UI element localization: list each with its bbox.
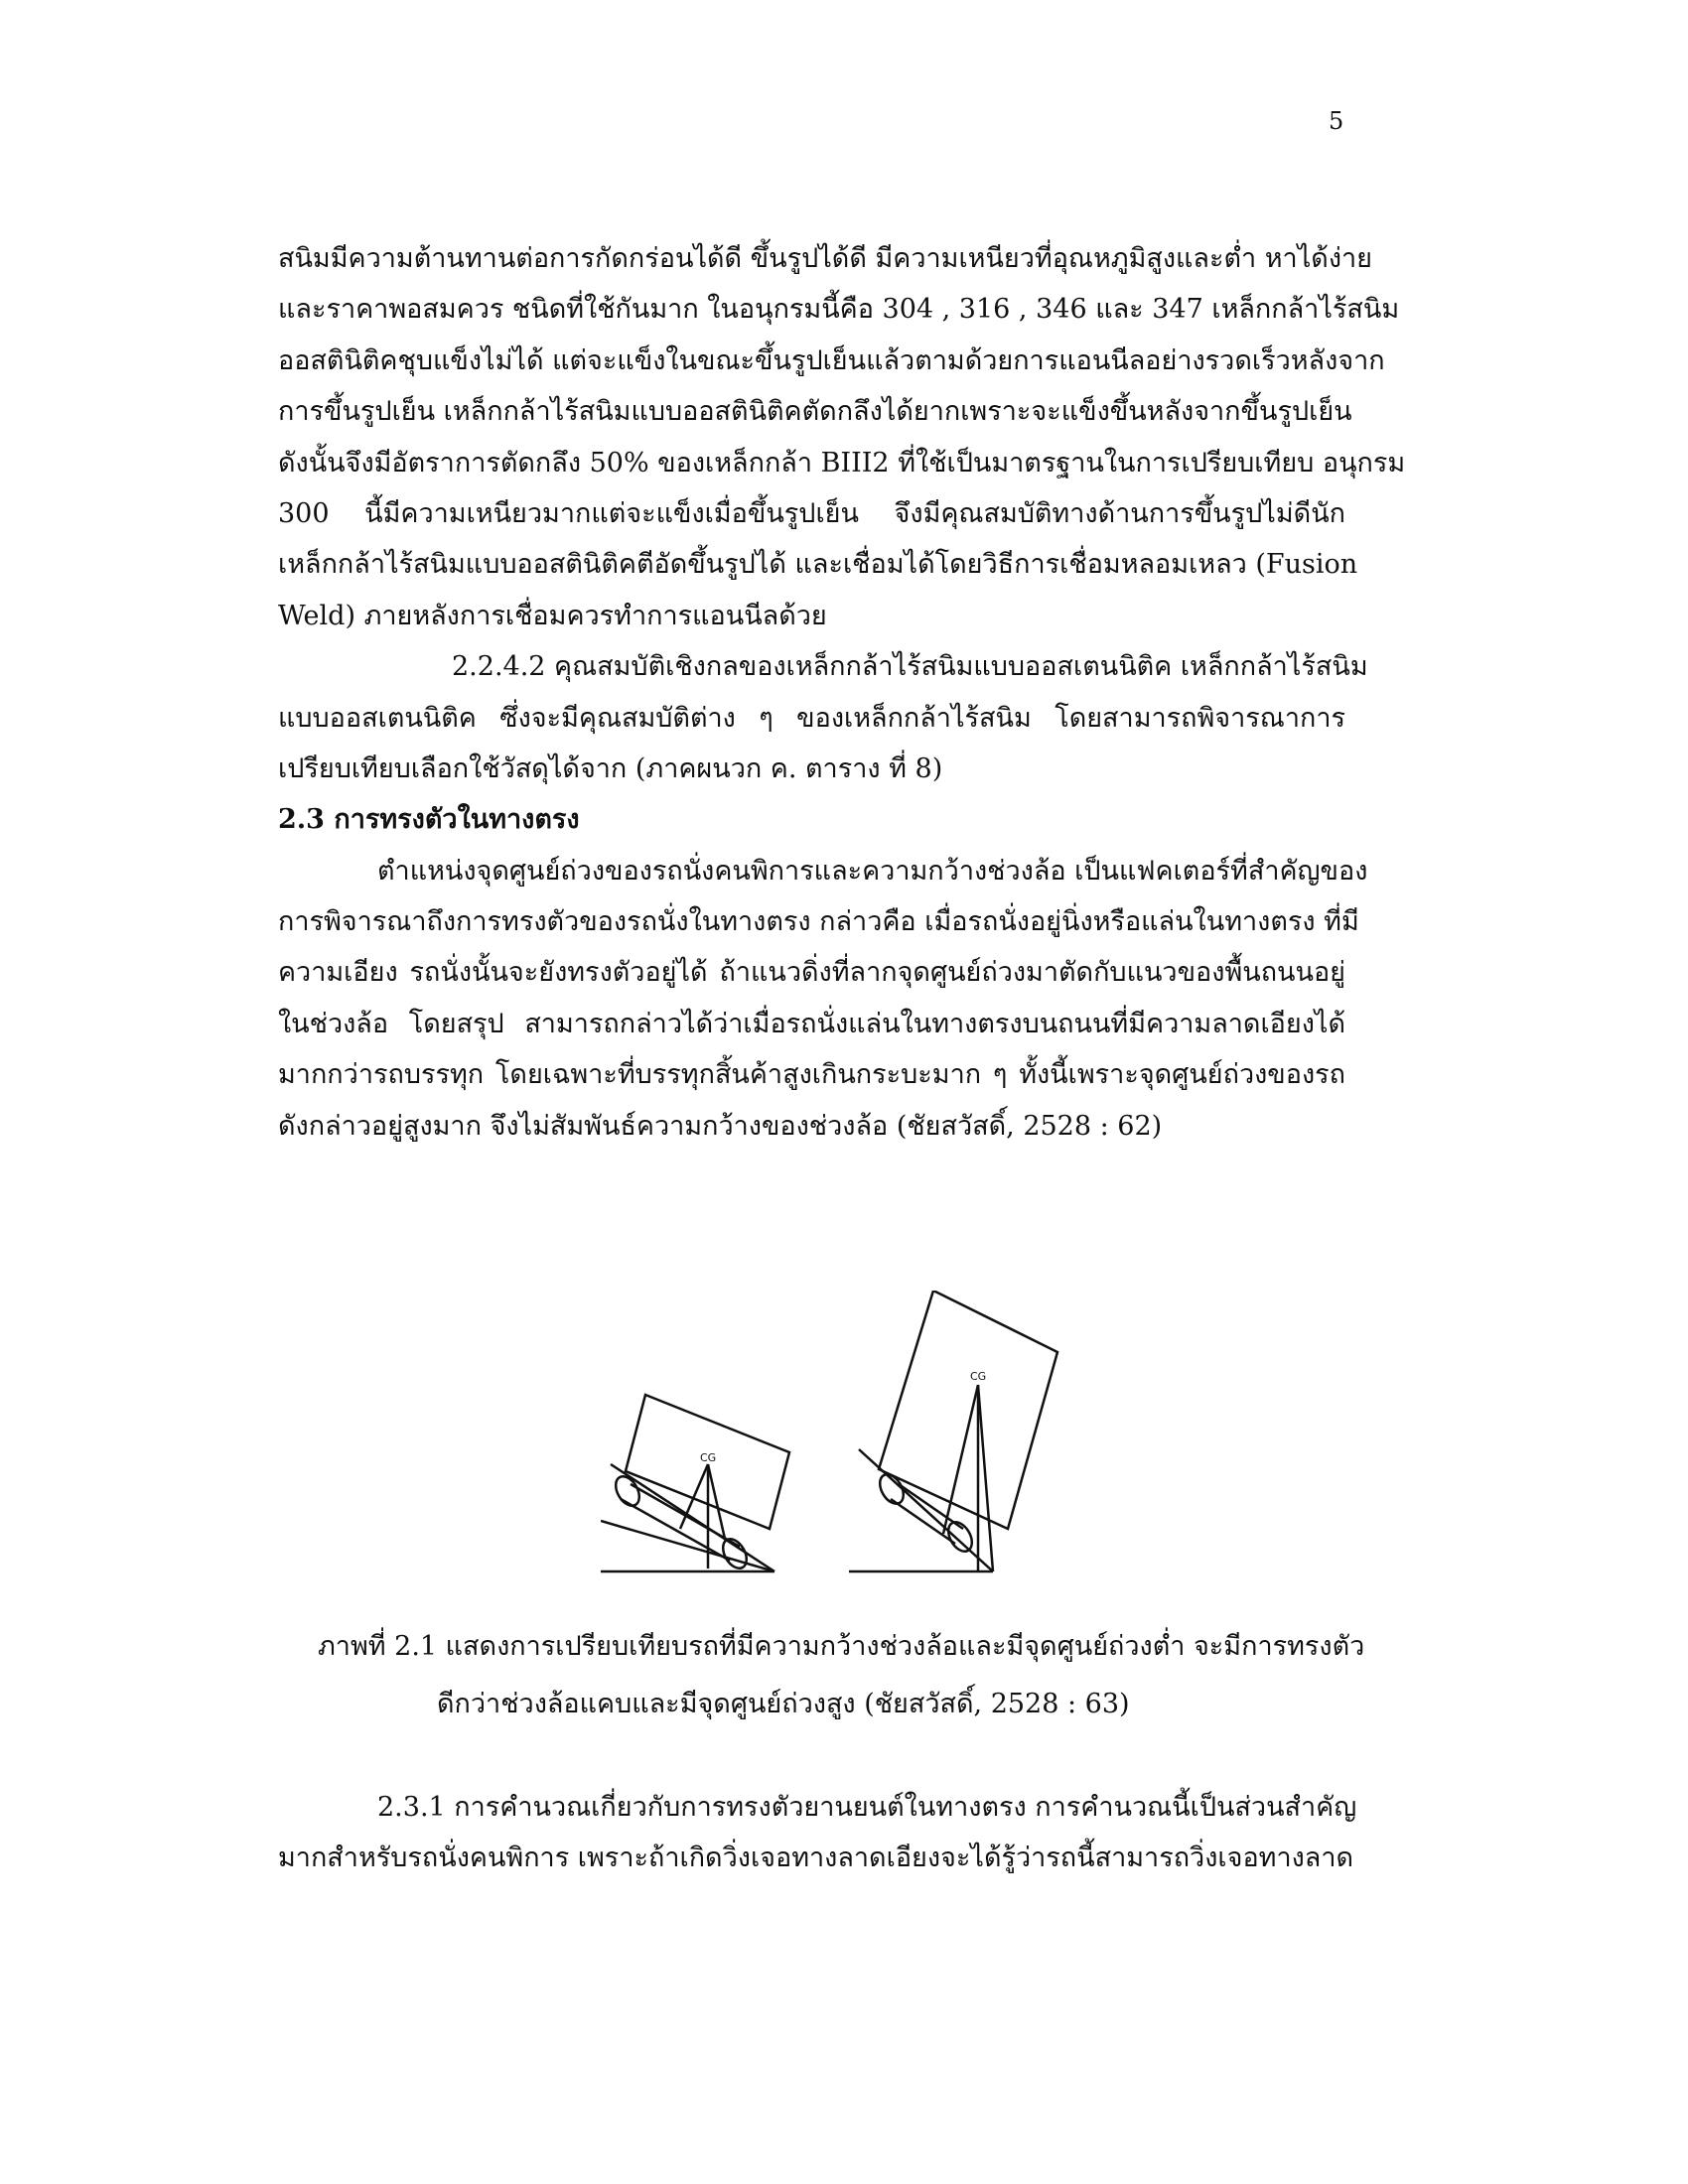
body-text-2 <box>278 1782 1357 1884</box>
text-line: แบบออสเตนนิติค ซึ่งจะมีคุณสมบัติต่าง ๆ ของเหล็กกล้าไร้สนิม โดยสามารถพิจารณาการ <box>278 702 1345 734</box>
text-line: มากสำหรับรถนั่งคนพิการ เพราะถ้าเกิดวิ่งเจอทางลาดเอียงจะได้รู้ว่ารถนี้สามารถวิ่งเจอทางลาด <box>278 1843 1354 1874</box>
text-line: ตำแหน่งจุดศูนย์ถ่วงของรถนั่งคนพิการและความกว้างช่วงล้อ เป็นแฟคเตอร์ที่สำคัญของ <box>377 855 1368 887</box>
text-line: มากกว่ารถบรรทุก โดยเฉพาะที่บรรทุกสิ้นค้าสูงเกินกระบะมาก ๆ ทั้งนี้เพราะจุดศูนย์ถ่วงของรถ <box>278 1059 1345 1091</box>
paragraph-3 <box>278 846 1368 1152</box>
body-text <box>278 233 1406 1152</box>
text-line: เปรียบเทียบเลือกใช้วัสดุได้จาก (ภาคผนวก ค. ตาราง ที่ 8) <box>278 752 943 784</box>
cg-label-left: CG <box>700 1451 717 1464</box>
text-line: ออสตินิติคชุบแข็งไม่ได้ แต่จะแข็งในขณะขึ้นรูปเย็นแล้วตามด้วยการแอนนีลอย่างรวดเร็วหลังจาก <box>278 344 1385 376</box>
page-number: 5 <box>1329 107 1344 135</box>
cg-label-right: CG <box>970 1370 987 1383</box>
figure-caption <box>318 1618 1370 1733</box>
text-line: ความเอียง รถนั่งนั้นจะยังทรงตัวอยู่ได้ ถ้าแนวดิ่งที่ลากจุดศูนย์ถ่วงมาตัดกับแนวของพื้นถนนอยู่ <box>278 957 1345 989</box>
text-line: ดังนั้นจึงมีอัตราการตัดกลึง 50% ของเหล็กกล้า BIII2 ที่ใช้เป็นมาตรฐานในการเปรียบเทียบ อนุกรม <box>278 447 1406 478</box>
text-line: ในช่วงล้อ โดยสรุป สามารถกล่าวได้ว่าเมื่อรถนั่งแล่นในทางตรงบนถนนที่มีความลาดเอียงได้ <box>278 1008 1345 1039</box>
text-line: เหล็กกล้าไร้สนิมแบบออสตินิติคตีอัดขึ้นรูปได้ และเชื่อมได้โดยวิธีการเชื่อมหลอมเหลว (Fusion <box>278 549 1358 581</box>
text-line: และราคาพอสมควร ชนิดที่ใช้กันมาก ในอนุกรมนี้คือ 304 , 316 , 346 และ 347 เหล็กกล้าไร้สนิม <box>278 294 1400 326</box>
stability-diagram <box>601 1291 1355 1598</box>
paragraph-2 <box>278 641 1368 794</box>
left-vehicle <box>601 1395 789 1572</box>
caption-line-1: ภาพที่ 2.1 แสดงการเปรียบเทียบรถที่มีความกว้างช่วงล้อและมีจุดศูนย์ถ่วงต่ำ จะมีการทรงตัว <box>318 1631 1365 1662</box>
text-line: สนิมมีความต้านทานต่อการกัดกร่อนได้ดี ขึ้นรูปได้ดี มีความเหนียวที่อุณหภูมิสูงและต่ำ หาได้ง่าย <box>278 243 1372 274</box>
text-line: 300 นี้มีความเหนียวมากแต่จะแข็งเมื่อขึ้นรูปเย็น จึงมีคุณสมบัติทางด้านการขึ้นรูปไม่ดีนัก <box>278 497 1345 529</box>
caption-line-2: ดีกว่าช่วงล้อแคบและมีจุดศูนย์ถ่วงสูง (ชัยสวัสดิ์, 2528 : 63) <box>437 1689 1130 1719</box>
stability-figure <box>601 1291 1355 1598</box>
text-line: การขึ้นรูปเย็น เหล็กกล้าไร้สนิมแบบออสตินิติคตัดกลึงได้ยากเพราะจะแข็งขึ้นหลังจากขึ้นรูปเย็น <box>278 396 1352 428</box>
section-heading: 2.3 การทรงตัวในทางตรง <box>278 804 580 836</box>
text-line: การพิจารณาถึงการทรงตัวของรถนั่งในทางตรง กล่าวคือ เมื่อรถนั่งอยู่นิ่งหรือแล่นในทางตรง ที่มี <box>278 906 1359 938</box>
right-vehicle <box>849 1291 1057 1571</box>
text-line: ดังกล่าวอยู่สูงมาก จึงไม่สัมพันธ์ความกว้างของช่วงล้อ (ชัยสวัสดิ์, 2528 : 62) <box>278 1110 1163 1142</box>
text-line: Weld) ภายหลังการเชื่อมควรทำการแอนนีลด้วย <box>278 600 827 631</box>
paragraph-1 <box>278 233 1406 641</box>
text-line: 2.2.4.2 คุณสมบัติเชิงกลของเหล็กกล้าไร้สนิมแบบออสเตนนิติค เหล็กกล้าไร้สนิม <box>452 651 1368 683</box>
text-line: 2.3.1 การคำนวณเกี่ยวกับการทรงตัวยานยนต์ในทางตรง การคำนวณนี้เป็นส่วนสำคัญ <box>377 1792 1357 1823</box>
